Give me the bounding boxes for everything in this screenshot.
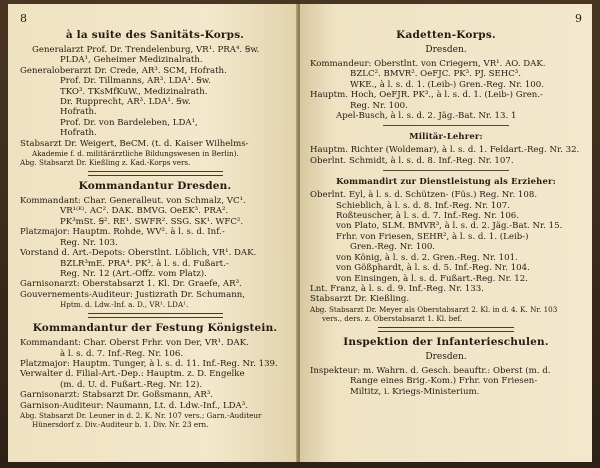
text-line: (m. d. U. d. Fußart.-Reg. Nr. 12). [60, 379, 203, 390]
text-line: von Plato, SLM. BMVR³, à l. s. d. 2. Jäg.-Bat. Nr. 15. [336, 221, 563, 232]
text-line: Hauptm. Richter (Woldemar), à l. s. d. 1. Feldart.-Reg. Nr. 32. [310, 145, 580, 156]
text-line: Gouvernements-Auditeur: Justizrath Dr. Schumann, [20, 289, 246, 300]
section-title: Kommandantur Dresden. [78, 180, 232, 193]
text-line: BZLC². BMVR². OeFJC. PK³. PJ. SEHC³. [350, 69, 521, 80]
text-line: Hofrath. [60, 128, 97, 139]
text-line: Miltitz, i. Kriegs-Ministerium. [350, 386, 480, 397]
text-line: Hofrath. [60, 107, 97, 118]
section-title: Kommandirt zur Dienstleistung als Erzieher: [336, 176, 556, 187]
text-line: Schieblich, à l. s. d. 8. Inf.-Reg. Nr. 107. [336, 200, 510, 211]
text-line: vers., ders. z. Oberstabsarzt 1. Kl. bef. [322, 313, 463, 323]
text-line: Prof. Dr. Tillmanns, AR³. LDA¹. Ꞩw. [60, 76, 211, 87]
text-line: Inspekteur: m. Wahrn. d. Gesch. beauftr.: Oberst (m. d. [310, 365, 551, 376]
text-line: Garnison-Auditeur: Naumann, Lt. d. Ldw.-Inf., LDA³. [20, 400, 248, 411]
section-subtitle: Dresden. [425, 351, 467, 362]
section-title: Militär-Lehrer: [409, 131, 483, 142]
section-divider [88, 313, 223, 318]
section [20, 29, 290, 167]
text-line: Frhr. von Friesen, SEHR², à l. s. d. 1. (Leib-) [336, 231, 529, 242]
text-line: BZLR³mE. PRA⁴. PK³. à l. s. d. Fußart.- [60, 258, 229, 269]
text-line: PK³mSt. Ꞩ². RE¹. SWFR². SSG. SK¹. WFC². [60, 216, 244, 227]
text-line: Hünersdorf z. Div.-Auditeur b. 1. Div. Nr. 23 ern. [32, 419, 209, 429]
section-title: à la suite des Sanitäts-Korps. [65, 29, 245, 41]
text-line: Reg. Nr. 12 (Art.-Offz. vom Platz). [60, 268, 207, 279]
section-title: Kommandantur der Festung Königstein. [32, 322, 278, 335]
text-line: TKO³. TKsMfKuW., Medizinalrath. [60, 86, 208, 97]
section-divider [378, 327, 514, 332]
right-page [300, 4, 592, 462]
text-line: Generalarzt Prof. Dr. Trendelenburg, VR¹. PRA⁴. Ꞩw. [32, 45, 260, 55]
text-line: Garnisonarzt: Oberstabsarzt 1. Kl. Dr. Graefe, AR³. [20, 279, 242, 290]
text-line: Platzmajor: Hauptm. Tunger, à l. s. d. 11. Inf.-Reg. Nr. 139. [20, 358, 278, 369]
text-line: Kommandant: Char. Oberst Frhr. von Der, VR¹. DAK. [20, 338, 249, 349]
text-line: Abg. Stabsarzt Dr. Leuner in d. 2. K. Nr. 107 vers.; Garn.-Auditeur [20, 410, 262, 420]
text-line: Dr. Rupprecht, AR³. LDA¹. Ꞩw. [60, 97, 191, 108]
section [310, 125, 582, 166]
text-line: Lnt. Franz, à l. s. d. 9. Inf.-Reg. Nr. 133. [310, 283, 484, 294]
text-line: Oberlnt. Schmidt, à l. s. d. 8. Inf.-Reg. Nr. 107. [310, 155, 514, 166]
right-page-body [310, 29, 582, 397]
section-divider [383, 125, 508, 126]
page-number-right: 9 [575, 12, 582, 25]
section-subtitle: Dresden. [425, 45, 467, 55]
section-title: Inspektion der Infanterieschulen. [343, 335, 549, 348]
text-line: VR¹⁽ᴷ⁾. AC². DAK. BMVG. OeEK³. PRA². [60, 206, 229, 217]
page-number-left: 8 [20, 12, 27, 25]
text-line: Hptm. d. Ldw.-Inf. a. D., VR¹. LDA¹. [60, 300, 189, 310]
text-line: Akademie f. d. militärärztliche Bildungswesen in Berlin). [32, 149, 239, 159]
section [20, 313, 290, 429]
text-line: von König, à l. s. d. 2. Gren.-Reg. Nr. 101. [336, 252, 518, 263]
text-line: Oberlnt. Eyl, à l. s. d. Schützen- (Füs.) Reg. Nr. 108. [310, 190, 538, 201]
text-line: Stabsarzt Dr. Weigert, BeCM. (t. d. Kaiser Wilhelms- [20, 138, 249, 149]
text-line: Kommandant: Char. Generalleut. von Schmalz, VC¹. [20, 196, 246, 207]
text-line: von Einsingen, à l. s. d. Fußart.-Reg. Nr. 12. [336, 273, 528, 284]
text-line: Abg. Stabsarzt Dr. Meyer als Oberstabsarzt 2. Kl. in d. 4. K. Nr. 103 [310, 304, 558, 314]
section [310, 29, 582, 121]
text-line: Vorstand d. Art.-Depots: Oberstlnt. Löblich, VR¹. DAK. [20, 248, 257, 259]
text-line: Gren.-Reg. Nr. 100. [350, 242, 436, 253]
section-divider [88, 171, 223, 176]
text-line: Hauptm. Hoch, OeFJR. PK³., à l. s. d. 1. (Leib-) Gren.- [310, 90, 543, 101]
text-line: Reg. Nr. 100. [350, 100, 408, 111]
text-line: Prof. Dr. von Bardeleben, LDA¹, [60, 117, 198, 128]
text-line: PLDA¹, Geheimer Medizinalrath. [60, 55, 203, 66]
section-divider [383, 170, 508, 171]
left-page-body [20, 29, 290, 429]
text-line: Stabsarzt Dr. Kießling. [310, 294, 410, 305]
section [310, 327, 582, 397]
text-line: Range eines Brig.-Kom.) Frhr. von Friesen- [350, 376, 538, 387]
text-line: Reg. Nr. 103. [60, 237, 118, 248]
text-line: WKE., à l. s. d. 1. (Leib-) Gren.-Reg. Nr. 100. [350, 79, 544, 90]
text-line: à l. s. d. 7. Inf.-Reg. Nr. 106. [60, 348, 184, 359]
section [310, 170, 582, 322]
text-line: Abg. Stabsarzt Dr. Kießling z. Kad.-Korps vers. [20, 158, 191, 168]
text-line: Platzmajor: Hauptm. Rohde, WV². à l. s. d. Inf.- [20, 227, 225, 238]
section-title: Kadetten-Korps. [396, 29, 496, 41]
text-line: Apel-Busch, à l. s. d. 2. Jäg.-Bat. Nr. 13. 1 [336, 111, 517, 122]
left-page [8, 4, 298, 462]
text-line: Kommandeur: Oberstlnt. von Criegern, VR¹. AO. DAK. [310, 59, 546, 69]
text-line: Garnisonarzt: Stabsarzt Dr. Goßsmann, AR³. [20, 390, 214, 401]
text-line: Verwalter d. Filial-Art.-Dep.: Hauptm. z. D. Engelke [20, 369, 245, 380]
text-line: von Gößphardt, à l. s. d. 5. Inf.-Reg. Nr. 104. [336, 263, 530, 274]
text-line: Roßteuscher, à l. s. d. 7. Inf.-Reg. Nr. 106. [336, 211, 520, 222]
section [20, 171, 290, 309]
text-line: Generaloberarzt Dr. Crede, AR³. SCM, Hofrath. [20, 65, 227, 76]
